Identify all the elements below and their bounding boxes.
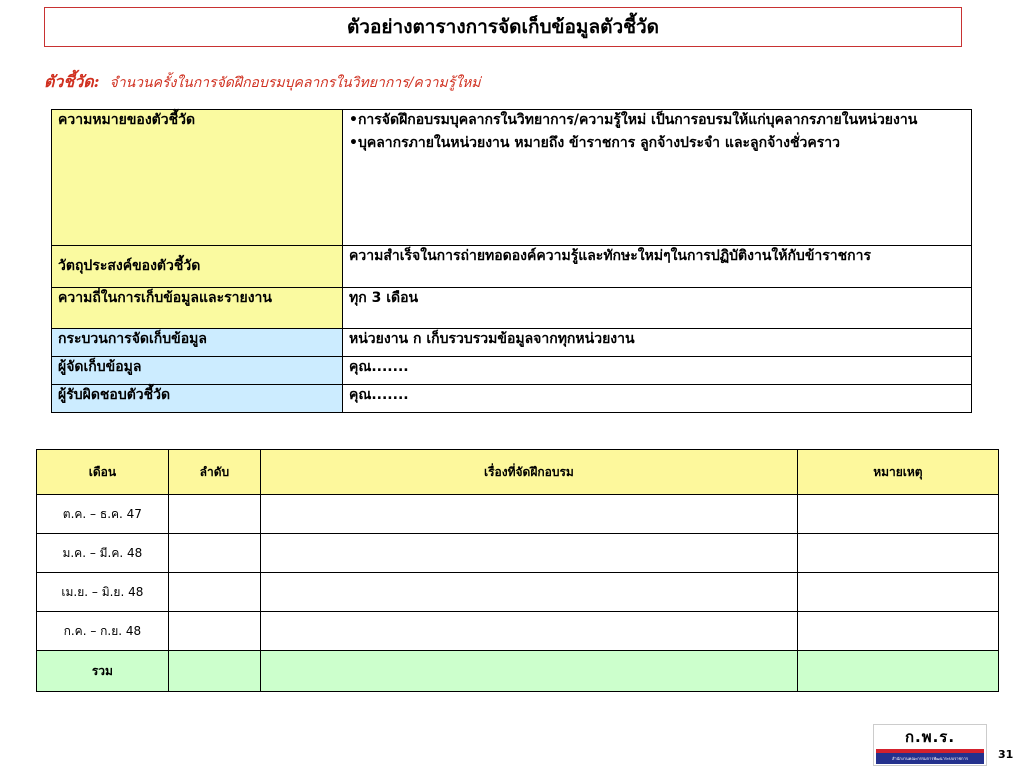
info-value <box>343 110 972 246</box>
indicator-line <box>44 70 481 95</box>
total-order-cell[interactable] <box>168 651 260 692</box>
info-key: ผู้รับผิดชอบตัวชี้วัด <box>52 385 343 413</box>
info-bullet: •การจัดฝึกอบรมบุคลากรในวิทยาการ/ความรู้ใหม่ เป็นการอบรมให้แก่บุคลากรภายในหน่วยงาน <box>349 112 918 128</box>
order-cell[interactable] <box>168 573 260 612</box>
topic-cell[interactable] <box>261 573 798 612</box>
info-key: ความถี่ในการเก็บข้อมูลและรายงาน <box>52 288 343 329</box>
remarks-cell[interactable] <box>797 612 998 651</box>
header-order: ลำดับ <box>168 450 260 495</box>
topic-cell[interactable] <box>261 534 798 573</box>
header-remarks: หมายเหตุ <box>797 450 998 495</box>
total-topic-cell[interactable] <box>261 651 798 692</box>
remarks-cell[interactable] <box>797 534 998 573</box>
month-cell: ก.ค. – ก.ย. 48 <box>37 612 169 651</box>
table-header-row <box>37 450 999 495</box>
info-bullet: •บุคลากรภายในหน่วยงาน หมายถึง ข้าราชการ ลูกจ้างประจำ และลูกจ้างชั่วคราว <box>349 135 840 151</box>
info-row <box>52 385 972 413</box>
info-value: หน่วยงาน ก เก็บรวบรวมข้อมูลจากทุกหน่วยงาน <box>343 329 972 357</box>
info-key: ผู้จัดเก็บข้อมูล <box>52 357 343 385</box>
table-row <box>37 612 999 651</box>
info-row <box>52 329 972 357</box>
header-training-topic: เรื่องที่จัดฝึกอบรม <box>261 450 798 495</box>
total-remarks-cell[interactable] <box>797 651 998 692</box>
info-key: กระบวนการจัดเก็บข้อมูล <box>52 329 343 357</box>
order-cell[interactable] <box>168 534 260 573</box>
page-title <box>44 7 962 47</box>
table-row <box>37 495 999 534</box>
info-value: คุณ....... <box>343 385 972 413</box>
indicator-text: จำนวนครั้งในการจัดฝึกอบรมบุคลากรในวิทยาการ/ความรู้ใหม่ <box>109 75 481 91</box>
page-title-text: ตัวอย่างตารางการจัดเก็บข้อมูลตัวชี้วัด <box>346 16 660 38</box>
info-value: ทุก 3 เดือน <box>343 288 972 329</box>
month-cell: เม.ย. – มิ.ย. 48 <box>37 573 169 612</box>
table-row <box>37 534 999 573</box>
total-row <box>37 651 999 692</box>
training-record-table <box>36 449 999 692</box>
order-cell[interactable] <box>168 495 260 534</box>
remarks-cell[interactable] <box>797 573 998 612</box>
info-row <box>52 288 972 329</box>
header-month: เดือน <box>37 450 169 495</box>
indicator-label: ตัวชี้วัด: <box>44 72 100 91</box>
info-row <box>52 110 972 246</box>
info-key: วัตถุประสงค์ของตัวชี้วัด <box>52 246 343 288</box>
order-cell[interactable] <box>168 612 260 651</box>
topic-cell[interactable] <box>261 495 798 534</box>
logo-text: ก.พ.ร. <box>904 728 956 746</box>
indicator-info-table <box>51 109 972 413</box>
info-key: ความหมายของตัวชี้วัด <box>52 110 343 246</box>
remarks-cell[interactable] <box>797 495 998 534</box>
info-value: คุณ....... <box>343 357 972 385</box>
info-value: ความสำเร็จในการถ่ายทอดองค์ความรู้และทักษะใหม่ๆในการปฏิบัติงานให้กับข้าราชการ <box>343 246 972 288</box>
total-label: รวม <box>37 651 169 692</box>
info-row <box>52 357 972 385</box>
month-cell: ต.ค. – ธ.ค. 47 <box>37 495 169 534</box>
page-number: 31 <box>998 748 1014 761</box>
info-row <box>52 246 972 288</box>
logo-subtext: สำนักงานคณะกรรมการพัฒนาระบบราชการ <box>876 753 984 764</box>
topic-cell[interactable] <box>261 612 798 651</box>
table-row <box>37 573 999 612</box>
month-cell: ม.ค. – มี.ค. 48 <box>37 534 169 573</box>
ocsc-logo <box>873 724 987 766</box>
